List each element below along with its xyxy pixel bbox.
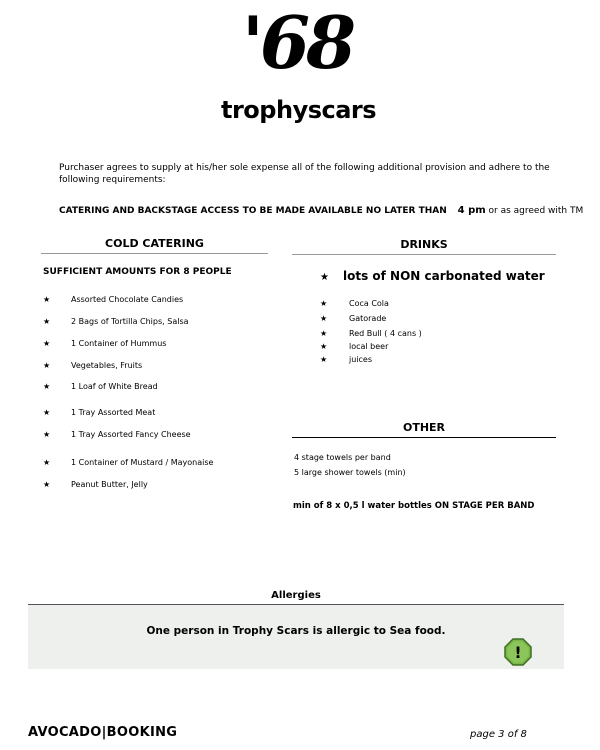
list-item-label: 1 Loaf of White Bread xyxy=(71,382,158,391)
list-item-label: juices xyxy=(349,355,373,364)
drinks-heading: DRINKS xyxy=(292,238,556,255)
star-icon: ★ xyxy=(43,295,51,304)
list-item-label: 2 Bags of Tortilla Chips, Salsa xyxy=(71,317,189,326)
list-item-label: Assorted Chocolate Candies xyxy=(71,295,184,304)
drinks-highlight xyxy=(320,268,545,286)
other-heading: OTHER xyxy=(292,421,556,438)
band-wordmark xyxy=(221,94,377,126)
star-icon: ★ xyxy=(43,408,51,417)
allergies-heading: Allergies xyxy=(28,589,564,605)
list-item xyxy=(43,382,263,394)
star-icon: ★ xyxy=(320,314,328,323)
catering-notice-tail: or as agreed with TM xyxy=(488,206,584,216)
star-icon: ★ xyxy=(320,329,328,338)
list-item xyxy=(43,317,263,329)
star-icon: ★ xyxy=(320,299,328,308)
list-item xyxy=(320,299,520,311)
list-item xyxy=(43,430,263,442)
list-item xyxy=(43,295,263,307)
other-line: 5 large shower towels (min) xyxy=(294,468,406,477)
drinks-highlight-label: lots of NON carbonated water xyxy=(342,269,545,283)
list-item xyxy=(320,342,520,354)
band-logo-68: '68 xyxy=(241,0,353,85)
wordmark-suffix: ars xyxy=(335,96,377,124)
warning-icon xyxy=(504,638,532,666)
star-icon: ★ xyxy=(43,480,51,489)
star-icon: ★ xyxy=(43,317,51,326)
list-item-label: 1 Container of Hummus xyxy=(71,339,167,348)
list-item-label: Peanut Butter, Jelly xyxy=(71,480,148,489)
allergy-text: One person in Trophy Scars is allergic to Sea food. xyxy=(146,625,446,637)
list-item-label: 1 Container of Mustard / Mayonaise xyxy=(71,458,214,467)
star-icon: ★ xyxy=(43,339,51,348)
list-item xyxy=(320,314,520,326)
list-item xyxy=(43,480,263,492)
star-icon: ★ xyxy=(320,272,329,283)
star-icon: ★ xyxy=(43,430,51,439)
list-item-label: Gatorade xyxy=(349,314,387,323)
star-icon: ★ xyxy=(43,361,51,370)
star-icon: ★ xyxy=(43,458,51,467)
catering-notice-time: 4 pm xyxy=(457,205,486,216)
list-item-label: Coca Cola xyxy=(349,299,389,308)
list-item xyxy=(320,355,520,367)
other-line: 4 stage towels per band xyxy=(294,453,391,462)
star-icon: ★ xyxy=(320,342,328,351)
catering-notice xyxy=(59,205,584,217)
water-bottles-requirement: min of 8 x 0,5 l water bottles ON STAGE PER BAND xyxy=(293,501,535,511)
warning-glyph: ! xyxy=(514,643,522,662)
list-item xyxy=(320,329,520,341)
list-item xyxy=(43,458,263,470)
wordmark-prefix: trophysc xyxy=(221,96,336,124)
list-item-label: Red Bull ( 4 cans ) xyxy=(349,329,422,338)
cold-catering-subtitle: SUFFICIENT AMOUNTS FOR 8 PEOPLE xyxy=(43,267,232,277)
warning-icon-graphic xyxy=(504,638,532,666)
list-item-label: 1 Tray Assorted Meat xyxy=(71,408,156,417)
intro-paragraph: Purchaser agrees to supply at his/her sole expense all of the following additional provision and adhere to the following requirements: xyxy=(59,163,550,185)
list-item xyxy=(43,339,263,351)
list-item-label: local beer xyxy=(349,342,389,351)
cold-catering-heading: COLD CATERING xyxy=(41,237,268,254)
page-number: page 3 of 8 xyxy=(470,729,527,740)
catering-notice-main: CATERING AND BACKSTAGE ACCESS TO BE MADE AVAILABLE NO LATER THAN xyxy=(59,206,447,216)
list-item xyxy=(43,408,263,420)
list-item-label: Vegetables, Fruits xyxy=(71,361,143,370)
star-icon: ★ xyxy=(43,382,51,391)
footer-agency: AVOCADO|BOOKING xyxy=(28,725,178,740)
list-item xyxy=(43,361,263,373)
list-item-label: 1 Tray Assorted Fancy Cheese xyxy=(71,430,191,439)
star-icon: ★ xyxy=(320,355,328,364)
